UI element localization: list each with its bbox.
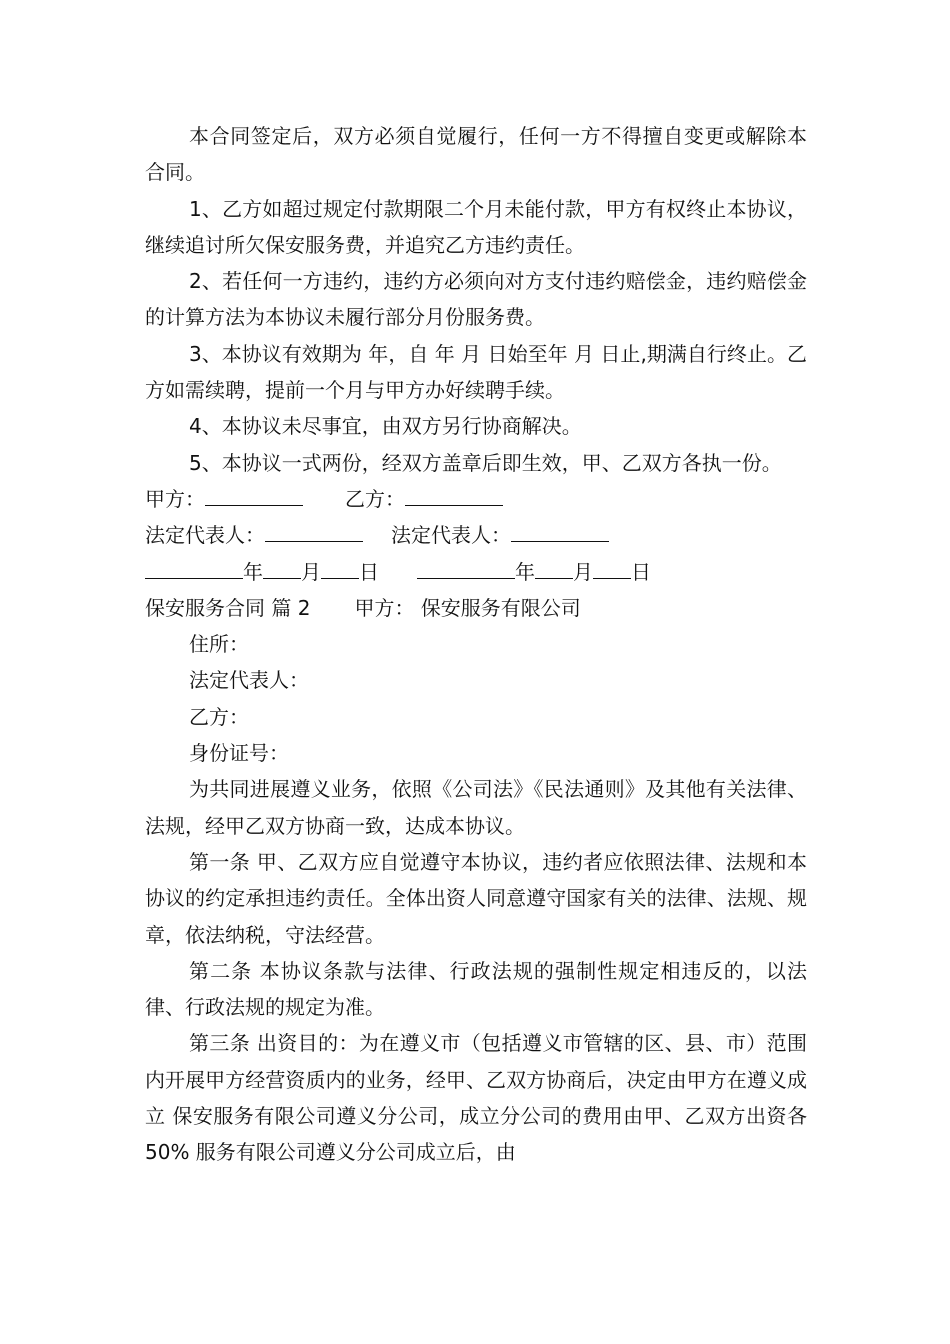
signature-date-row bbox=[145, 554, 807, 590]
rep-a-label: 法定代表人： bbox=[145, 523, 265, 548]
date-a-day-label: 日 bbox=[359, 559, 379, 584]
section-2-party-a: 甲方： 保安服务有限公司 bbox=[354, 595, 581, 620]
date-b-day-blank bbox=[593, 556, 631, 579]
date-a-day-blank bbox=[321, 556, 359, 579]
rep-a-blank bbox=[265, 519, 363, 542]
paragraph-clause-1: 1、乙方如超过规定付款期限二个月未能付款，甲方有权终止本协议，继续追讨所欠保安服务费，并追究乙方违约责任。 bbox=[145, 196, 807, 257]
paragraph-purpose: 为共同进展遵义业务，依照《公司法》《民法通则》及其他有关法律、法规，经甲乙双方协商一致，达成本协议。 bbox=[145, 777, 807, 838]
document-body bbox=[145, 118, 807, 1171]
paragraph-clause-3: 3、本协议有效期为 年，自 年 月 日始至年 月 日止,期满自行终止。乙方如需续聘，提前一个月与甲方办好续聘手续。 bbox=[145, 341, 807, 403]
section-2-party-b: 乙方： bbox=[189, 704, 249, 729]
section-2-id-number: 身份证号： bbox=[189, 741, 289, 766]
paragraph-clause-2: 2、若任何一方违约，违约方必须向对方支付违约赔偿金，违约赔偿金的计算方法为本协议未履行部分月份服务费。 bbox=[145, 269, 807, 330]
paragraph-contract-binding: 本合同签定后，双方必须自觉履行，任何一方不得擅自变更或解除本合同。 bbox=[145, 124, 807, 185]
date-b-year-blank bbox=[417, 556, 515, 579]
date-b-month-label: 月 bbox=[573, 559, 593, 584]
signature-rep-row bbox=[145, 517, 807, 553]
paragraph-article-2: 第二条 本协议条款与法律、行政法规的强制性规定相违反的，以法律、行政法规的规定为准。 bbox=[145, 958, 807, 1020]
rep-b-blank bbox=[511, 519, 609, 542]
date-a-month-label: 月 bbox=[301, 559, 321, 584]
section-2-legal-rep: 法定代表人： bbox=[189, 668, 309, 693]
section-2-title: 保安服务合同 篇 2 bbox=[145, 595, 311, 620]
paragraph-article-1: 第一条 甲、乙双方应自觉遵守本协议，违约者应依照法律、法规和本协议的约定承担违约责任。全体出资人同意遵守国家有关的法律、法规、规章，依法纳税，守法经营。 bbox=[145, 849, 807, 947]
date-a-month-blank bbox=[263, 556, 301, 579]
paragraph-article-3: 第三条 出资目的：为在遵义市（包括遵义市管辖的区、县、市）范围内开展甲方经营资质内的业务，经甲、乙双方协商后，决定由甲方在遵义成立 保安服务有限公司遵义分公司，成立分公司的费用由甲、乙双方出资各 50% 服务有限公司遵义分公司成立后，由 bbox=[145, 1031, 807, 1165]
section-2-address: 住所： bbox=[189, 632, 249, 657]
party-b-label: 乙方： bbox=[345, 486, 405, 511]
party-a-blank bbox=[205, 483, 303, 506]
party-b-blank bbox=[405, 483, 503, 506]
section-2-heading-row bbox=[145, 590, 807, 626]
date-b-year-label: 年 bbox=[515, 559, 535, 584]
date-a-year-blank bbox=[145, 556, 243, 579]
date-b-day-label: 日 bbox=[631, 559, 651, 584]
party-a-label: 甲方： bbox=[145, 486, 205, 511]
paragraph-clause-5: 5、本协议一式两份，经双方盖章后即生效，甲、乙双方各执一份。 bbox=[189, 450, 782, 475]
rep-b-label: 法定代表人： bbox=[391, 523, 511, 548]
date-b-month-blank bbox=[535, 556, 573, 579]
paragraph-clause-4: 4、本协议未尽事宜，由双方另行协商解决。 bbox=[189, 414, 582, 439]
signature-party-row bbox=[145, 481, 807, 517]
date-a-year-label: 年 bbox=[243, 559, 263, 584]
